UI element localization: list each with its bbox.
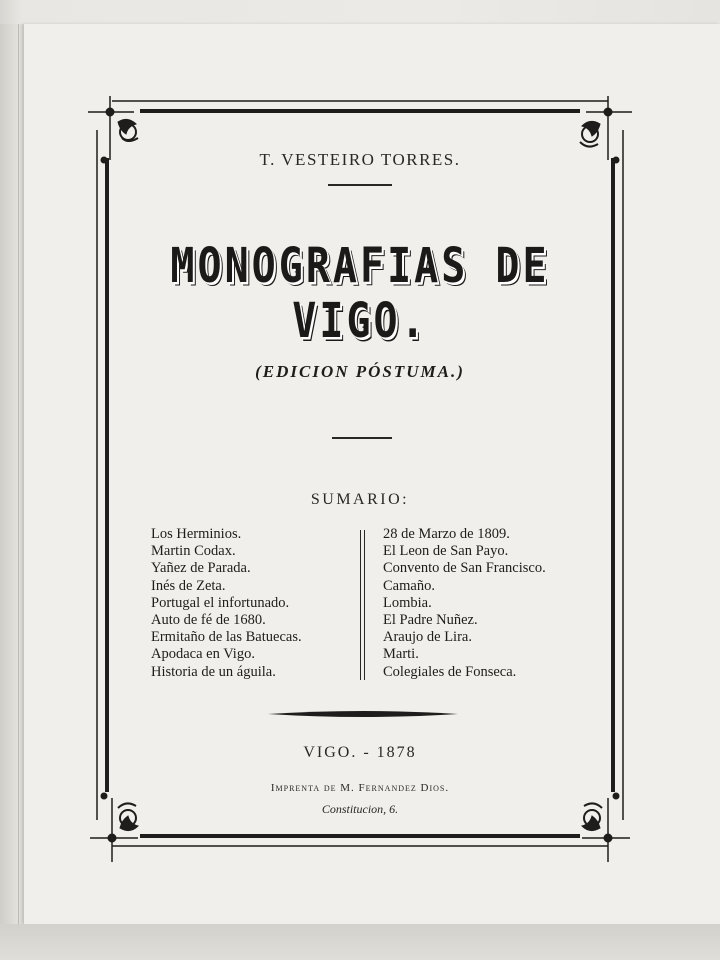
rule-under-author [328,184,392,186]
summary-item: Colegiales de Fonseca. [383,663,517,680]
imprint-printer: Imprenta de M. Fernandez Dios. [270,782,450,794]
summary-left-column [151,526,302,681]
summary-item: Apodaca en Vigo. [151,646,255,663]
page-bottom-shadow [0,924,720,960]
summary-item: Portugal el infortunado. [151,594,290,611]
summary-heading: SUMARIO: [310,491,410,508]
summary-item: El Leon de San Payo. [383,543,509,560]
sheet-edge-line [18,24,19,924]
summary-item: 28 de Marzo de 1809. [383,526,510,542]
summary-divider-left [360,530,361,680]
imprint-city-year: VIGO. - 1878 [303,744,417,761]
summary-item: Auto de fé de 1680. [151,612,266,629]
summary-item: Marti. [383,646,419,663]
summary-item: Martin Codax. [151,543,236,560]
summary-item: Historia de un águila. [151,663,276,680]
summary-item: Ermitaño de las Batuecas. [151,629,302,646]
summary-item: Yañez de Parada. [151,560,251,577]
imprint-address: Constitucion, 6. [321,802,399,816]
swelled-rule [268,708,458,720]
summary-right-column [383,526,546,681]
rule-under-subtitle [332,437,392,439]
page-stack-edge [0,24,26,924]
edition-note: (EDICION PÓSTUMA.) [255,362,465,381]
summary-divider-right [364,530,365,680]
summary-item: Lombia. [383,594,432,611]
summary-item: Camaño. [383,577,435,594]
book-title: MONOGRAFIAS DE VIGO. [170,238,550,350]
summary-item: Convento de San Francisco. [383,560,546,577]
summary-item: Los Herminios. [151,526,242,542]
summary-item: El Padre Nuñez. [383,612,478,629]
summary-item: Inés de Zeta. [151,577,226,594]
author-name: T. VESTEIRO TORRES. [259,150,461,169]
summary-item: Araujo de Lira. [383,629,472,646]
